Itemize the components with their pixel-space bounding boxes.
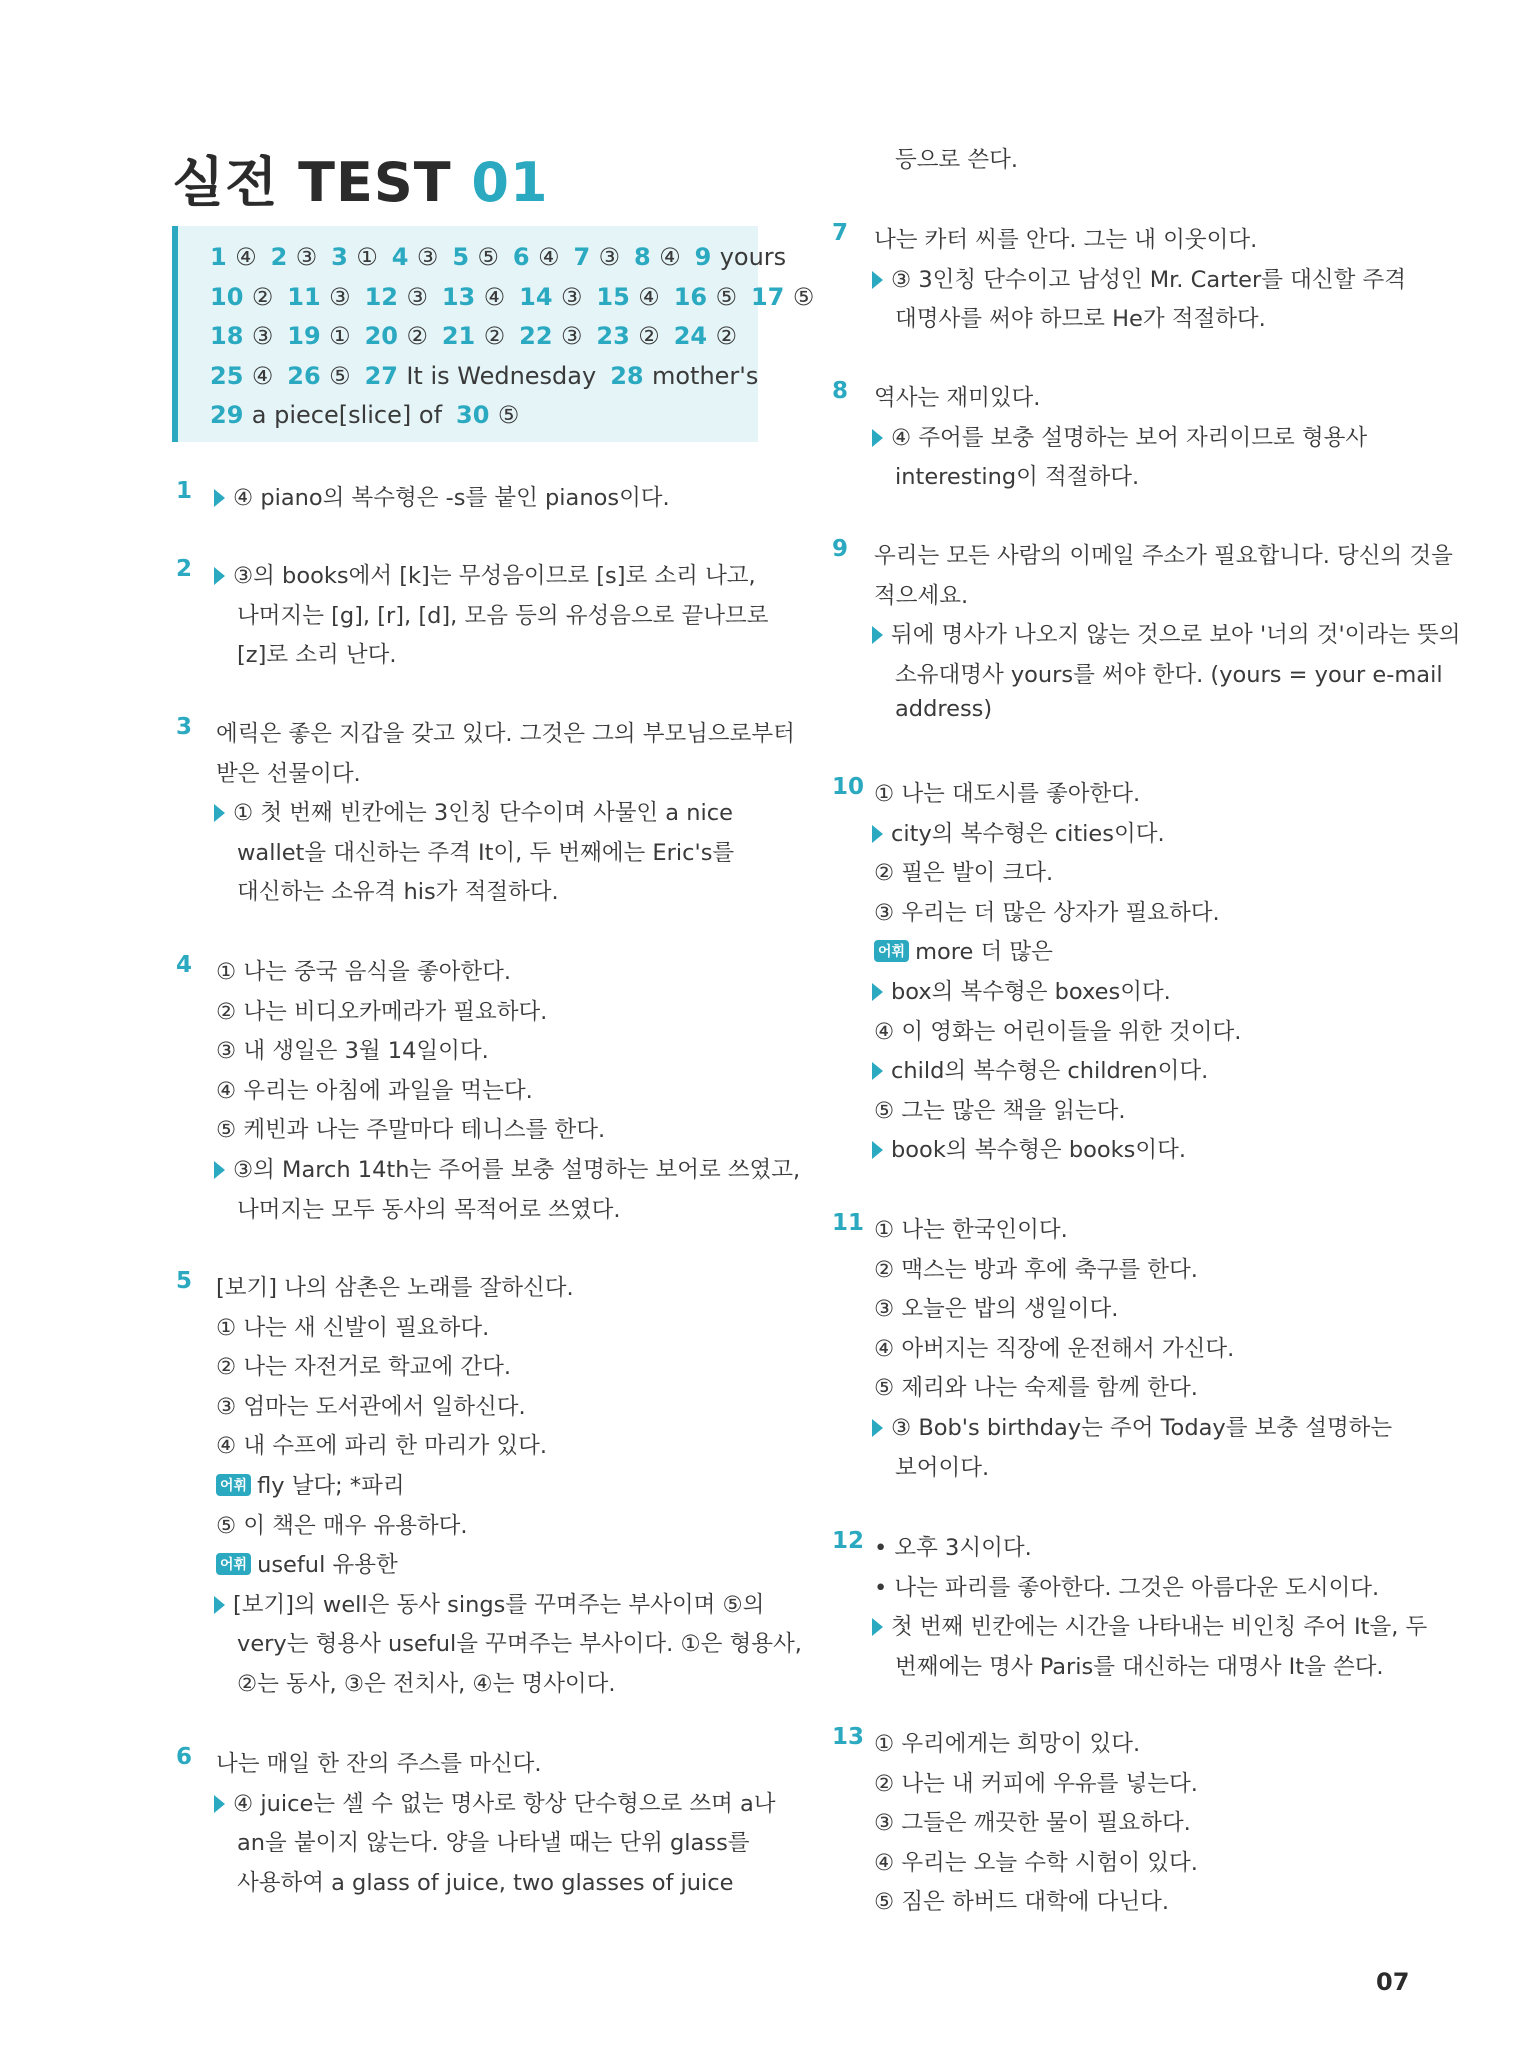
text-line: ① 우리에게는 희망이 있다. <box>874 1731 1141 1757</box>
text-line: ② 나는 자전거로 학교에 간다. <box>216 1354 512 1381</box>
answer-value: a piece[slice] of <box>251 401 443 429</box>
text-line: ② 나는 비디오카메라가 필요하다. <box>216 998 548 1025</box>
title-number: 01 <box>471 151 549 214</box>
question-number: 2 <box>176 556 193 582</box>
answer-number: 12 <box>364 282 407 311</box>
text-line: 등으로 쓴다. <box>895 147 1018 173</box>
explanation-line: ③ Bob's birthday는 주어 Today를 보충 설명하는 <box>872 1410 1392 1442</box>
text-line: 나머지는 [g], [r], [d], 모음 등의 유성음으로 끝나므로 <box>237 602 769 629</box>
explanation-line: box의 복수형은 boxes이다. <box>872 974 1171 1006</box>
text-line: ③ 그들은 깨끗한 물이 필요하다. <box>874 1810 1191 1837</box>
answer-number: 26 <box>287 361 330 390</box>
answer-value: ⑤ <box>715 282 737 311</box>
answer-number: 23 <box>596 322 639 350</box>
explanation-line: ① 첫 번째 빈칸에는 3인칭 단수이며 사물인 a nice <box>214 795 733 827</box>
explanation-arrow-icon <box>872 1618 883 1636</box>
answer-number: 13 <box>441 282 484 311</box>
text-line: 역사는 재미있다. <box>874 385 1041 411</box>
answer-number: 16 <box>673 282 716 311</box>
answer-key-box <box>172 226 815 442</box>
answer-number: 27 <box>364 361 407 390</box>
answer-value: mother's <box>651 361 759 390</box>
text-line: ④ 아버지는 직장에 운전해서 가신다. <box>874 1335 1235 1362</box>
vocab-badge: 어휘 <box>216 1474 251 1496</box>
text-line: [z]로 소리 난다. <box>237 642 397 669</box>
explanation-arrow-icon <box>872 1141 883 1159</box>
answer-value: ② <box>483 322 506 350</box>
answer-key-row <box>210 357 758 397</box>
text-line: ① 나는 대도시를 좋아한다. <box>874 781 1141 807</box>
answer-number: 29 <box>210 401 252 429</box>
text-line: 적으세요. <box>874 582 969 609</box>
answer-value: ④ <box>659 243 681 271</box>
answer-value: yours <box>719 243 787 271</box>
answer-number: 8 <box>634 243 660 271</box>
text-line: ① 나는 중국 음식을 좋아한다. <box>216 959 512 985</box>
answer-number: 21 <box>441 322 484 350</box>
explanation-arrow-icon <box>872 429 883 447</box>
answer-value: ⑤ <box>477 243 499 271</box>
text-line: 번째에는 명사 Paris를 대신하는 대명사 It을 쓴다. <box>895 1653 1384 1680</box>
answer-number: 1 <box>210 243 236 271</box>
answer-value: ③ <box>598 243 621 271</box>
answer-key-row <box>210 396 758 436</box>
text-line: ② 필은 발이 크다. <box>874 860 1054 887</box>
text-line: • 나는 파리를 좋아한다. 그것은 아름다운 도시이다. <box>874 1574 1380 1601</box>
explanation-arrow-icon <box>214 1161 225 1179</box>
answer-number: 14 <box>519 282 561 311</box>
answer-number: 30 <box>456 401 498 429</box>
text-line: 나머지는 모두 동사의 목적어로 쓰였다. <box>237 1196 621 1223</box>
text-line: ②는 동사, ③은 전치사, ④는 명사이다. <box>237 1671 616 1697</box>
answer-value: ③ <box>329 282 351 311</box>
answer-value: ② <box>638 322 660 350</box>
explanation-line: ④ 주어를 보충 설명하는 보어 자리이므로 형용사 <box>872 420 1367 452</box>
explanation-line: ③의 books에서 [k]는 무성음이므로 [s]로 소리 나고, <box>214 558 756 590</box>
answer-number: 5 <box>452 243 478 271</box>
explanation-arrow-icon <box>214 567 225 585</box>
text-line: an을 붙이지 않는다. 양을 나타낼 때는 단위 glass를 <box>237 1830 750 1857</box>
answer-number: 25 <box>210 361 252 390</box>
answer-value: ③ <box>406 282 428 311</box>
question-number: 3 <box>176 714 193 740</box>
text-line: 대신하는 소유격 his가 적절하다. <box>237 879 559 906</box>
answer-value: ⑤ <box>792 282 815 311</box>
text-line: address) <box>895 696 993 723</box>
text-line: 사용하여 a glass of juice, two glasses of juice <box>237 1869 734 1896</box>
explanation-line: book의 복수형은 books이다. <box>872 1132 1186 1164</box>
question-number: 13 <box>832 1724 865 1750</box>
answer-number: 17 <box>750 282 793 311</box>
answer-key-row <box>210 317 758 357</box>
answer-value: ⑤ <box>497 401 520 429</box>
answer-number: 3 <box>331 243 357 271</box>
explanation-arrow-icon <box>214 1596 225 1614</box>
answer-key-row <box>210 238 787 278</box>
question-number: 11 <box>832 1210 865 1236</box>
answer-value: ③ <box>416 243 439 271</box>
answer-number: 10 <box>210 282 252 311</box>
explanation-line: 뒤에 명사가 나오지 않는 것으로 보아 '너의 것'이라는 뜻의 <box>872 617 1461 649</box>
text-line: 나는 매일 한 잔의 주스를 마신다. <box>216 1751 542 1777</box>
answer-number: 6 <box>512 243 538 271</box>
explanation-arrow-icon <box>214 1795 225 1813</box>
vocab-badge: 어휘 <box>216 1553 251 1575</box>
text-line: ⑤ 제리와 나는 숙제를 함께 한다. <box>874 1375 1198 1402</box>
text-line: very는 형용사 useful을 꾸며주는 부사이다. ①은 형용사, <box>237 1631 802 1658</box>
title-prefix: 실전 TEST <box>172 151 452 214</box>
question-number: 5 <box>176 1268 193 1294</box>
answer-value: ① <box>356 243 378 271</box>
answer-number: 11 <box>287 282 330 311</box>
answer-number: 2 <box>270 243 296 271</box>
answer-number: 19 <box>287 322 330 350</box>
question-number: 4 <box>176 952 193 978</box>
answer-value: ④ <box>235 243 257 271</box>
explanation-line: ③ 3인칭 단수이고 남성인 Mr. Carter를 대신할 주격 <box>872 262 1406 294</box>
text-line: wallet을 대신하는 주격 It이, 두 번째에는 Eric's를 <box>237 839 735 866</box>
answer-number: 24 <box>673 322 716 350</box>
text-line: 우리는 모든 사람의 이메일 주소가 필요합니다. 당신의 것을 <box>874 543 1453 569</box>
explanation-line: ④ juice는 셀 수 없는 명사로 항상 단수형으로 쓰며 a나 <box>214 1786 776 1818</box>
text-line: ① 나는 새 신발이 필요하다. <box>216 1314 490 1341</box>
page-number: 07 <box>1376 1968 1410 1996</box>
answer-number: 28 <box>610 361 652 390</box>
answer-value: ④ <box>483 282 506 311</box>
answer-value: ④ <box>537 243 560 271</box>
explanation-line: ③의 March 14th는 주어를 보충 설명하는 보어로 쓰였고, <box>214 1152 800 1184</box>
explanation-arrow-icon <box>872 983 883 1001</box>
answer-key-row <box>210 278 815 318</box>
text-line: ⑤ 짐은 하버드 대학에 다닌다. <box>874 1889 1170 1916</box>
text-line: ② 나는 내 커피에 우유를 넣는다. <box>874 1770 1198 1797</box>
text-line: ④ 내 수프에 파리 한 마리가 있다. <box>216 1433 548 1460</box>
answer-value: ③ <box>295 243 318 271</box>
vocab-line: 어휘 more 더 많은 <box>874 934 1053 966</box>
explanation-line: ④ piano의 복수형은 -s를 붙인 pianos이다. <box>214 480 670 512</box>
vocab-line: 어휘 useful 유용한 <box>216 1547 398 1579</box>
answer-number: 4 <box>391 243 417 271</box>
answer-value: ① <box>329 322 351 350</box>
answer-value: ③ <box>560 322 583 350</box>
explanation-line: 첫 번째 빈칸에는 시간을 나타내는 비인칭 주어 It을, 두 <box>872 1609 1427 1641</box>
text-line: 받은 선물이다. <box>216 760 361 787</box>
answer-number: 18 <box>210 322 252 350</box>
explanation-arrow-icon <box>872 626 883 644</box>
question-number: 1 <box>176 478 193 504</box>
text-line: ④ 우리는 아침에 과일을 먹는다. <box>216 1077 533 1104</box>
text-line: ③ 오늘은 밥의 생일이다. <box>874 1296 1119 1323</box>
question-number: 8 <box>832 378 849 404</box>
answer-value: ② <box>406 322 428 350</box>
answer-number: 22 <box>519 322 561 350</box>
explanation-line: city의 복수형은 cities이다. <box>872 816 1165 848</box>
text-line: ④ 우리는 오늘 수학 시험이 있다. <box>874 1849 1198 1876</box>
text-line: [보기] 나의 삼촌은 노래를 잘하신다. <box>216 1275 574 1301</box>
page-title <box>172 140 549 217</box>
vocab-badge: 어휘 <box>874 940 909 962</box>
text-line: ② 맥스는 방과 후에 축구를 한다. <box>874 1256 1198 1283</box>
answer-value: ③ <box>251 322 274 350</box>
question-number: 7 <box>832 220 849 246</box>
explanation-arrow-icon <box>872 271 883 289</box>
answer-number: 15 <box>596 282 639 311</box>
explanation-arrow-icon <box>872 1062 883 1080</box>
answer-value: ④ <box>638 282 660 311</box>
answer-value: ② <box>715 322 737 350</box>
question-number: 10 <box>832 774 865 800</box>
question-number: 12 <box>832 1528 865 1554</box>
text-line: ③ 엄마는 도서관에서 일하신다. <box>216 1393 526 1420</box>
answer-value: ② <box>251 282 274 311</box>
text-line: • 오후 3시이다. <box>874 1535 1032 1561</box>
explanation-arrow-icon <box>214 489 225 507</box>
explanation-arrow-icon <box>872 1419 883 1437</box>
answer-number: 9 <box>694 243 720 271</box>
vocab-line: 어휘 fly 날다; *파리 <box>216 1468 405 1500</box>
answer-value: ③ <box>560 282 583 311</box>
explanation-line: [보기]의 well은 동사 sings를 꾸며주는 부사이며 ⑤의 <box>214 1587 764 1619</box>
text-line: 대명사를 써야 하므로 He가 적절하다. <box>895 306 1266 333</box>
explanation-arrow-icon <box>872 825 883 843</box>
text-line: ⑤ 이 책은 매우 유용하다. <box>216 1512 468 1539</box>
answer-number: 20 <box>364 322 407 350</box>
question-number: 9 <box>832 536 849 562</box>
answer-value: ⑤ <box>329 361 351 390</box>
text-line: ③ 우리는 더 많은 상자가 필요하다. <box>874 899 1220 926</box>
text-line: 에릭은 좋은 지갑을 갖고 있다. 그것은 그의 부모님으로부터 <box>216 721 795 747</box>
text-line: ③ 내 생일은 3월 14일이다. <box>216 1038 489 1065</box>
text-line: interesting이 적절하다. <box>895 464 1140 491</box>
text-line: ④ 이 영화는 어린이들을 위한 것이다. <box>874 1018 1242 1045</box>
answer-number: 7 <box>573 243 599 271</box>
text-line: 소유대명사 yours를 써야 한다. (yours = your e-mail <box>895 661 1443 688</box>
text-line: 보어이다. <box>895 1454 990 1481</box>
question-number: 6 <box>176 1744 193 1770</box>
text-line: 나는 카터 씨를 안다. 그는 내 이웃이다. <box>874 227 1258 253</box>
text-line: ⑤ 그는 많은 책을 읽는다. <box>874 1097 1126 1124</box>
answer-value: ④ <box>251 361 274 390</box>
explanation-arrow-icon <box>214 804 225 822</box>
text-line: ⑤ 케빈과 나는 주말마다 테니스를 한다. <box>216 1117 606 1144</box>
text-line: ① 나는 한국인이다. <box>874 1217 1068 1243</box>
answer-value: It is Wednesday <box>406 361 597 390</box>
explanation-line: child의 복수형은 children이다. <box>872 1053 1208 1085</box>
